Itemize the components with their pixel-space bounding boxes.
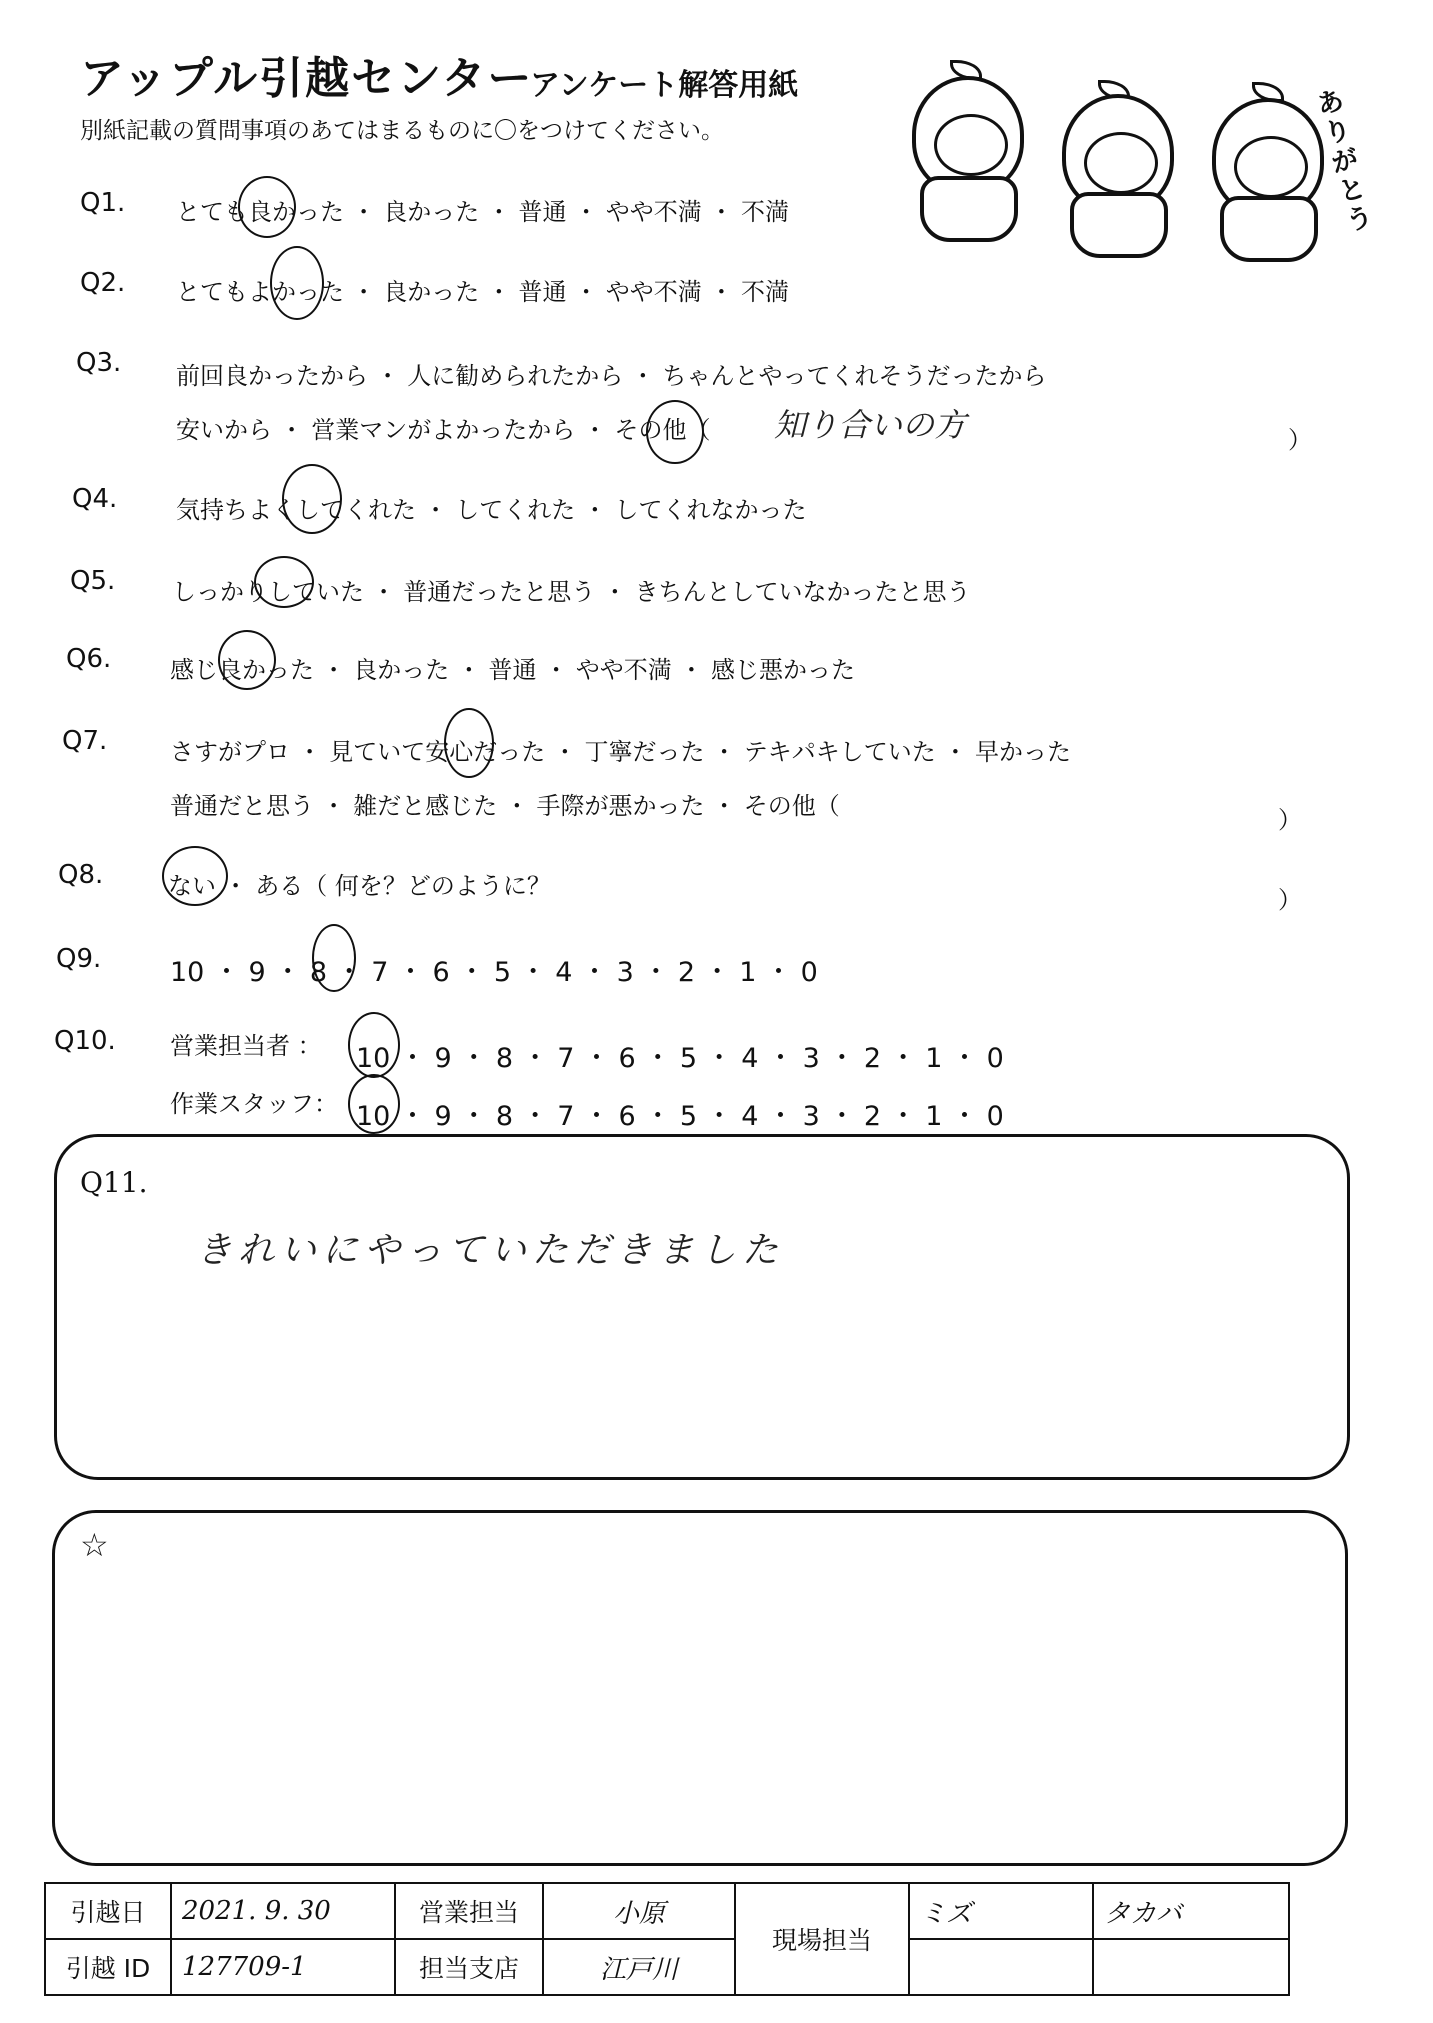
q11-label: Q11. <box>80 1166 148 1199</box>
q3-label: Q3. <box>76 348 122 378</box>
move-id-value: 127709-1 <box>171 1939 395 1995</box>
q10-staff-scale: 10 ・ 9 ・ 8 ・ 7 ・ 6 ・ 5 ・ 4 ・ 3 ・ 2 ・ 1 ・ 0 <box>356 1101 1004 1132</box>
q9-scale: 10 ・ 9 ・ 8 ・ 7 ・ 6 ・ 5 ・ 4 ・ 3 ・ 2 ・ 1 ・ 0 <box>170 957 818 988</box>
q5-options: しっかりしていた ・ 普通だったと思う ・ きちんとしていなかったと思う <box>172 578 971 606</box>
move-info-table <box>44 1882 1290 1996</box>
q11-comment-box <box>54 1134 1350 1480</box>
q10-sales-scale: 10 ・ 9 ・ 8 ・ 7 ・ 6 ・ 5 ・ 4 ・ 3 ・ 2 ・ 1 ・ 0 <box>356 1043 1004 1074</box>
monkey-body-icon <box>920 176 1018 242</box>
monkey-body-icon <box>1220 196 1318 262</box>
branch-value: 江戸川 <box>543 1939 735 1995</box>
q7-options-line1: さすがプロ ・ 見ていて安心だった ・ 丁寧だった ・ テキパキしていた ・ 早かった <box>170 738 1072 766</box>
q4-answer-circle <box>282 464 342 534</box>
sales-value: 小原 <box>543 1883 735 1939</box>
q7-close-paren: ） <box>1278 806 1302 834</box>
q6-label: Q6. <box>66 644 112 674</box>
form-title: アンケート解答用紙 <box>530 68 799 103</box>
q8-label: Q8. <box>58 860 104 890</box>
q2-label: Q2. <box>80 268 126 298</box>
q4-options: 気持ちよくしてくれた ・ してくれた ・ してくれなかった <box>176 496 807 524</box>
q4-label: Q4. <box>72 484 118 514</box>
site-empty-cell-2 <box>1093 1939 1289 1995</box>
q3-options-line2: 安いから ・ 営業マンがよかったから ・ その他（ <box>176 416 711 444</box>
q3-other-handwritten: 知り合いの方 <box>774 406 967 444</box>
star-comment-box <box>52 1510 1348 1866</box>
q7-label: Q7. <box>62 726 108 756</box>
instruction-text: 別紙記載の質問事項のあてはまるものに〇をつけてください。 <box>80 118 724 144</box>
star-label: ☆ <box>80 1526 109 1564</box>
q2-options: とてもよかった ・ 良かった ・ 普通 ・ やや不満 ・ 不満 <box>176 278 790 306</box>
site-label: 現場担当 <box>735 1883 909 1995</box>
q10-staff-label: 作業スタッフ： <box>170 1090 338 1118</box>
q11-handwritten-comment: きれいにやっていただきました <box>196 1230 785 1271</box>
q10-label: Q10. <box>54 1026 116 1056</box>
q9-label: Q9. <box>56 944 102 974</box>
q1-options: とても良かった ・ 良かった ・ 普通 ・ やや不満 ・ 不満 <box>176 198 790 226</box>
q1-label: Q1. <box>80 188 126 218</box>
q10-sales-answer-circle <box>348 1012 400 1078</box>
brand-title: アップル引越センター <box>80 53 534 104</box>
q8-options: ない ・ ある（ 何を？どのように？ <box>168 872 551 900</box>
q2-answer-circle <box>270 246 324 320</box>
move-id-label: 引越 ID <box>45 1939 171 1995</box>
q10-staff-answer-circle <box>348 1074 400 1134</box>
q9-answer-circle <box>312 924 356 992</box>
site-value-2: タカバ <box>1093 1883 1289 1939</box>
thanks-text: ありがとう <box>1314 85 1376 238</box>
site-empty-cell-1 <box>909 1939 1093 1995</box>
branch-label: 担当支店 <box>395 1939 543 1995</box>
sales-label: 営業担当 <box>395 1883 543 1939</box>
q3-close-paren: ） <box>1288 426 1312 454</box>
q8-close-paren: ） <box>1278 886 1302 914</box>
q7-answer-circle <box>444 708 494 778</box>
q5-label: Q5. <box>70 566 116 596</box>
site-value-1: ミズ <box>909 1883 1093 1939</box>
monkey-body-icon <box>1070 192 1168 258</box>
q6-answer-circle <box>218 630 276 690</box>
move-date-label: 引越日 <box>45 1883 171 1939</box>
q8-answer-circle <box>162 846 228 906</box>
move-date-value: 2021. 9. 30 <box>171 1883 395 1939</box>
q6-options: 感じ良かった ・ 良かった ・ 普通 ・ やや不満 ・ 感じ悪かった <box>170 656 856 684</box>
q7-options-line2: 普通だと思う ・ 雑だと感じた ・ 手際が悪かった ・ その他（ <box>170 792 840 820</box>
q3-answer-circle <box>646 400 704 464</box>
q10-sales-label: 営業担当者 ： <box>170 1032 322 1060</box>
q3-options-line1: 前回良かったから ・ 人に勧められたから ・ ちゃんとやってくれそうだったから <box>176 362 1047 390</box>
q5-answer-circle <box>254 556 314 608</box>
q1-answer-circle <box>238 176 296 238</box>
